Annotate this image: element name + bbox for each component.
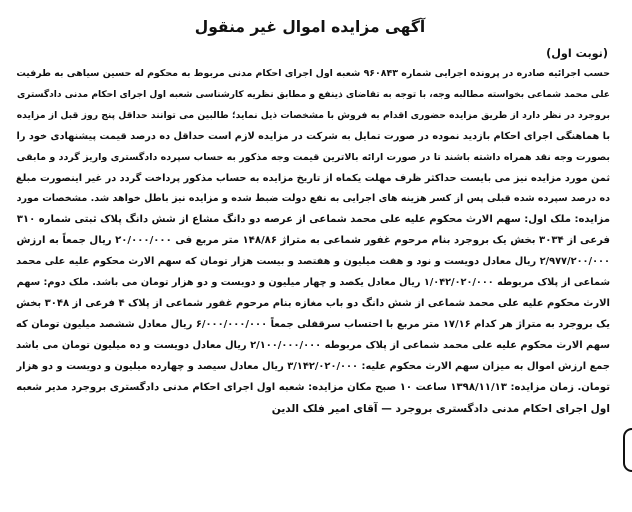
body-line: جمع ارزش اموال به میزان سهم الارث محکوم علیه: ۳/۱۴۲/۰۲۰/۰۰۰ ریال معادل سیصد و چهارده میلیون و دویست و دو هزار [16, 360, 610, 372]
body-line: حسب اجرائیه صادره در پرونده اجرایی شماره ۹۶۰۸۴۳ شعبه اول اجرای احکام مدنی مربوط به محکوم له حسین سیاهی به طرفیت [16, 68, 610, 79]
body-line: تومان. زمان مزایده: ۱۳۹۸/۱۱/۱۳ ساعت ۱۰ صبح مکان مزایده: شعبه اول اجرای احکام مدنی دادگستری بروجرد مدیر شعبه [16, 381, 610, 393]
notice-body [10, 64, 610, 419]
body-line: فرعی از ۳۰۳۴ بخش یک بروجرد بنام مرحوم غفور شماعی به متراژ ۱۴۸/۸۶ متر مربع فی ۲۰/۰۰۰/۰۰۰ ریال جمعاً به ارزش [16, 235, 610, 247]
notice-title: آگهی مزایده اموال غیر منقول [194, 18, 426, 36]
body-line: الارث محکوم علیه علی محمد شماعی از شش دانگ دو باب مغازه بنام مرحوم غفور شماعی از پلاک ۴ فرعی از ۳۰۴۸ بخش [16, 297, 610, 309]
body-line: مزایده: ملک اول: سهم الارث محکوم علیه علی محمد شماعی از عرصه دو دانگ مشاع از شش دانگ پلاک ثبتی شماره ۳۱۰ [16, 214, 610, 226]
body-line: یک بروجرد به متراژ هر کدام ۱۷/۱۶ متر مربع با احتساب سرقفلی جمعاً ۶/۰۰۰/۰۰۰/۰۰۰ ریال معادل ششصد میلیون تومان که [16, 318, 610, 330]
body-line: بصورت وجه نقد همراه داشته باشند تا در صورت ارائه بالاترین قیمت وجه مذکور به حساب سپرده دادگستری واریز گردد و مابقی [16, 151, 610, 163]
body-line: با هماهنگی اجرای احکام بازدید نموده در صورت تمایل به شرکت در مزایده لازم است حداقل ده درصد قیمت پیشنهادی خود را [16, 130, 610, 142]
body-line: اول اجرای احکام مدنی دادگستری بروجرد — آقای امیر فلک الدین [271, 402, 610, 415]
body-line: سهم الارث محکوم علیه علی محمد شماعی از پلاک مربوطه ۲/۱۰۰/۰۰۰/۰۰۰ ریال معادل دویست و ده میلیون تومان می باشد [16, 339, 610, 351]
page-edge-bracket [623, 428, 632, 472]
body-line: بروجرد در نظر دارد از طریق مزایده حضوری اقدام به فروش با مشخصات ذیل نماید؛ طالبین می توانند حداقل پنج روز قبل از مزایده [16, 109, 610, 121]
body-line: ثمن مورد مزایده نیز می بایست حداکثر ظرف مهلت یکماه از تاریخ مزایده به حساب مذکور پرداخت گردد در غیر اینصورت مبلغ [15, 172, 610, 184]
body-line: ده درصد سپرده شده قبلی پس از کسر هزینه های اجرایی به نفع دولت ضبط شده و مزایده نیز باطل خواهد شد. مشخصات مورد [16, 193, 610, 205]
edition-label: (نوبت اول) [546, 47, 608, 60]
body-line: شماعی از پلاک مربوطه ۱/۰۴۲/۰۲۰/۰۰۰ ریال معادل یکصد و چهار میلیون و دویست و دو هزار تومان می باشد. ملک دوم: سهم [16, 277, 610, 289]
auction-notice [10, 6, 610, 419]
body-line: ۲/۹۷۷/۲۰۰/۰۰۰ ریال معادل دویست و نود و هفت میلیون و هفتصد و بیست هزار تومان که سهم الارث محکوم علیه علی محمد [16, 256, 610, 268]
body-line: علی محمد شماعی بخواسته مطالبه وجه، با توجه به تقاضای ذینفع و مطابق نظریه کارشناسی شعبه اول اجرای احکام مدنی دادگستری [16, 89, 610, 100]
